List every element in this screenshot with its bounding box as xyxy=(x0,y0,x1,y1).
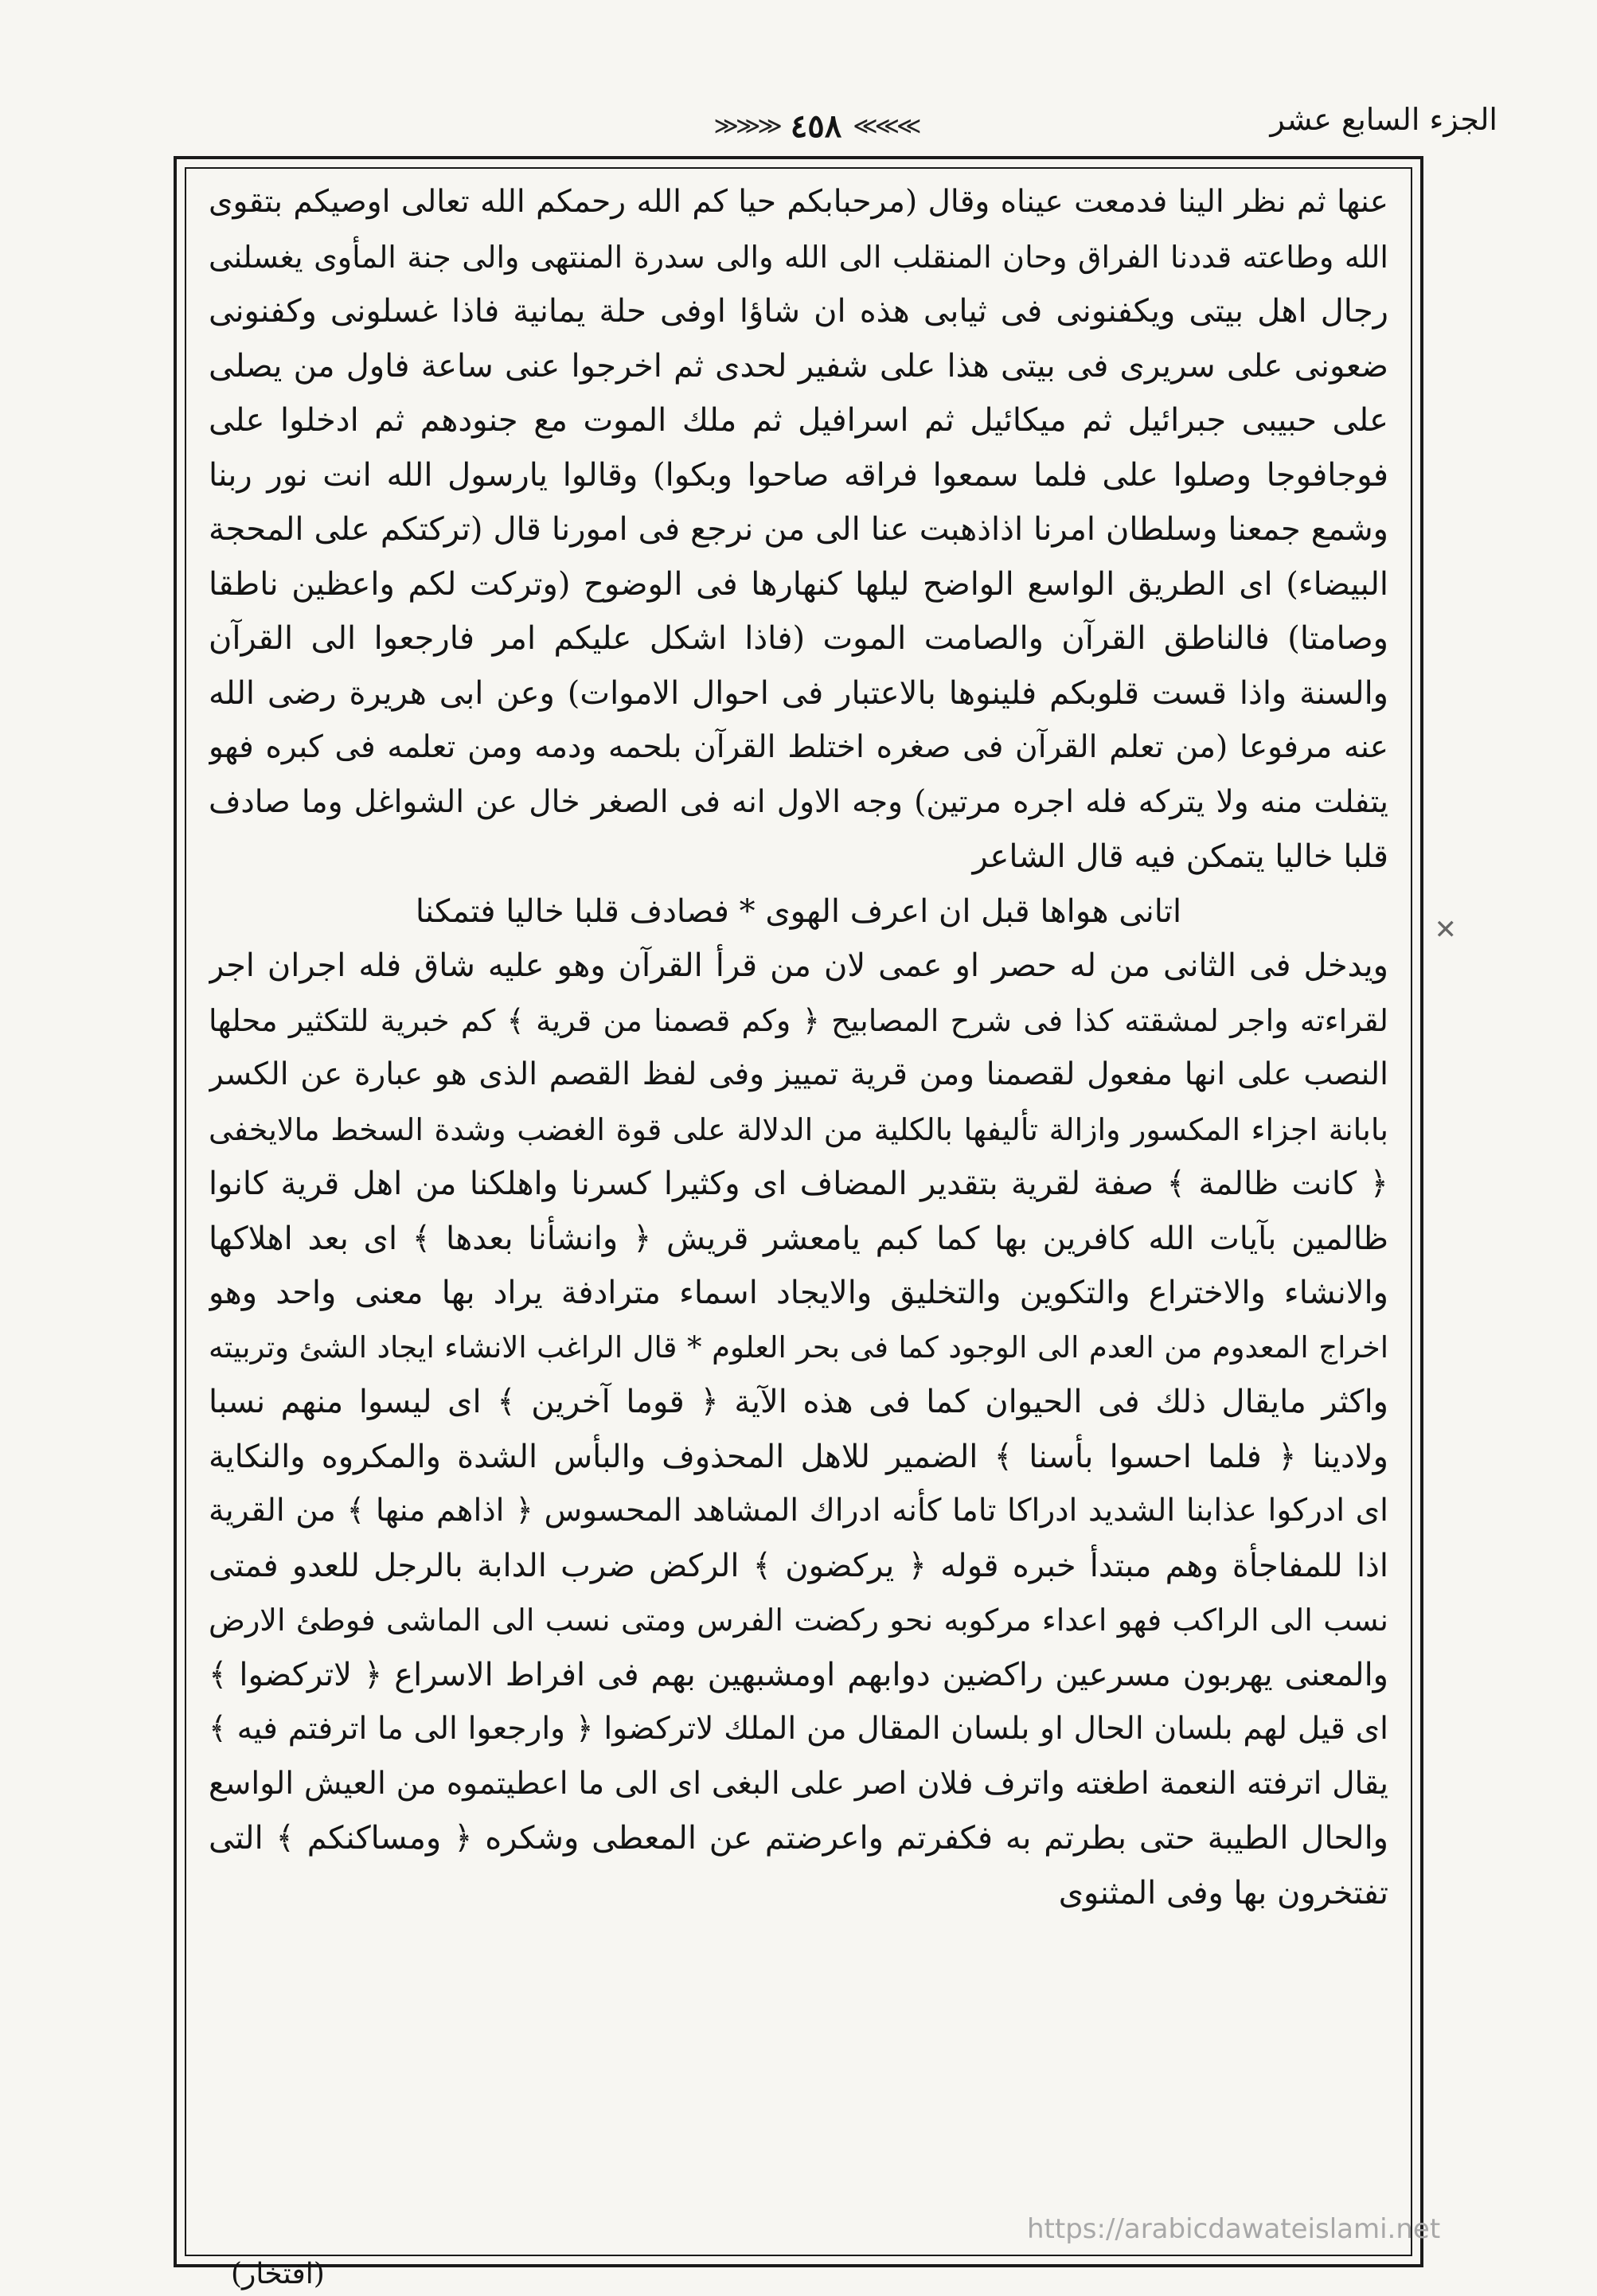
text-line: ويدخل فى الثانى من له حصر او عمى لان من قرأ القرآن وهو عليه شاق فله اجران اجر xyxy=(209,947,1388,984)
margin-mark-icon: ✕ xyxy=(1434,914,1457,946)
text-line: اى قيل لهم بلسان الحال او بلسان المقال من الملك لاتركضوا ﴿ وارجعوا الى ما اترفتم فيه ﴾ xyxy=(209,1711,1388,1747)
text-line: نسب الى الراكب فهو اعداء مركوبه نحو ركضت الفرس ومتى نسب الى الماشى فوطئ الارض xyxy=(209,1603,1388,1638)
text-line: تفتخرون بها وفى المثنوى xyxy=(1058,1874,1388,1911)
text-line: اذا للمفاجأة وهم مبتدأ خبره قوله ﴿ يركضون ﴾ الركض ضرب الدابة بالرجل للعدو فمتى xyxy=(209,1547,1388,1584)
watermark-url: https://arabicdawateislami.net xyxy=(1027,2213,1441,2245)
text-line: والمعنى يهربون مسرعين راكضين دوابهم اومشبهين بهم فى افراط الاسراع ﴿ لاتركضوا ﴾ xyxy=(209,1656,1388,1693)
text-line: بابانة اجزاء المكسور وازالة تأليفها بالكلية من الدلالة على قوة الغضب وشدة السخط مالايخفى xyxy=(209,1111,1388,1147)
page-number: ٤٥٨ xyxy=(790,107,842,145)
text-line: ظالمين بآيات الله كافرين بها كما كبم يامعشر قريش ﴿ وانشأنا بعدها ﴾ اى بعد اهلاكها xyxy=(209,1220,1388,1257)
text-line: وشمع جمعنا وسلطان امرنا اذاذهبت عنا الى من نرجع فى امورنا قال (تركتكم على المحجة xyxy=(209,511,1388,548)
text-line: ﴿ كانت ظالمة ﴾ صفة لقرية بتقدير المضاف اى وكثيرا كسرنا واهلكنا من اهل قرية كانوا xyxy=(209,1166,1388,1202)
text-line: يقال اترفته النعمة اطغته واترف فلان اصر على البغى اى الى ما اعطيتموه من العيش الواسع xyxy=(209,1765,1388,1802)
left-ornament-icon: ≫≫≫ xyxy=(713,111,779,140)
text-line: وصامتا) فالناطق القرآن والصامت الموت (فاذا اشكل عليكم امر فارجعوا الى القرآن xyxy=(209,620,1388,657)
text-line: يتفلت منه ولا يتركه فله اجره مرتين) وجه الاول انه فى الصغر خال عن الشواغل وما صادف xyxy=(209,783,1388,820)
main-text-block xyxy=(209,175,1388,1920)
text-line: والحال الطيبة حتى بطرتم به فكفرتم واعرضتم عن المعطى وشكره ﴿ ومساكنكم ﴾ التى xyxy=(209,1820,1388,1857)
poetry-verse-line: اتانى هواها قبل ان اعرف الهوى * فصادف قلبا خاليا فتمكنا xyxy=(415,892,1182,930)
text-line: عنها ثم نظر الينا فدمعت عيناه وقال (مرحبابكم حيا كم الله رحمكم الله تعالى اوصيكم بتقوى xyxy=(209,184,1388,220)
text-line: اى ادركوا عذابنا الشديد ادراكا تاما كأنه ادراك المشاهد المحسوس ﴿ اذاهم منها ﴾ من القرية xyxy=(209,1493,1388,1529)
text-line: لقراءته واجر لمشقته كذا فى شرح المصابيح ﴿ وكم قصمنا من قرية ﴾ كم خبرية للتكثير محلها xyxy=(209,1002,1388,1038)
text-line: اخراج المعدوم من العدم الى الوجود كما فى بحر العلوم * قال الراغب الانشاء ايجاد الشئ وتربيته xyxy=(209,1330,1388,1365)
text-line: ولادينا ﴿ فلما احسوا بأسنا ﴾ الضمير للاهل المحذوف والبأس الشدة والمكروه والنكاية xyxy=(209,1438,1388,1475)
page-header xyxy=(0,0,1597,159)
text-line: ضعونى على سريرى فى بيتى هذا على شفير لحدى ثم اخرجوا عنى ساعة فاول من يصلى xyxy=(209,347,1388,385)
text-line: البيضاء) اى الطريق الواسع الواضح ليلها كنهارها فى الوضوح (وتركت لكم واعظين ناطقا xyxy=(209,565,1388,603)
text-line: رجال اهل بيتى ويكفنونى فى ثيابى هذه ان شاؤا اوفى حلة يمانية فاذا غسلونى وكفنونى xyxy=(209,293,1388,330)
text-line: قلبا خاليا يتمكن فيه قال الشاعر xyxy=(972,838,1388,875)
catchword: (افتخار) xyxy=(231,2258,325,2290)
text-line: الله وطاعته قددنا الفراق وحان المنقلب الى الله والى سدرة المنتهى والى جنة المأوى يغسلنى xyxy=(209,239,1388,275)
text-line: فوجافوجا وصلوا على فلما سمعوا فراقه صاحوا وبكوا) وقالوا يارسول الله انت نور ربنا xyxy=(209,456,1388,494)
text-line: على حبيبى جبرائيل ثم ميكائيل ثم اسرافيل ثم ملك الموت مع جنودهم ثم ادخلوا على xyxy=(209,402,1388,439)
text-line: والانشاء والاختراع والتكوين والتخليق والايجاد اسماء مترادفة يراد بها معنى واحد وهو xyxy=(209,1275,1388,1311)
text-line: عنه مرفوعا (من تعلم القرآن فى صغره اختلط القرآن بلحمه ودمه ومن تعلمه فى كبره فهو xyxy=(209,729,1388,765)
volume-title: الجزء السابع عشر xyxy=(1270,102,1497,137)
right-ornament-icon: ≪≪≪ xyxy=(853,111,919,140)
text-line: النصب على انها مفعول لقصمنا ومن قرية تمييز وفى لفظ القصم الذى هو عبارة عن الكسر xyxy=(209,1056,1388,1092)
page-number-block xyxy=(685,102,947,150)
text-line: واكثر مايقال ذلك فى الحيوان كما فى هذه الآية ﴿ قوما آخرين ﴾ اى ليسوا منهم نسبا xyxy=(209,1384,1388,1420)
text-line: والسنة واذا قست قلوبكم فلينوها بالاعتبار فى احوال الاموات) وعن ابى هريرة رضى الله xyxy=(209,674,1388,712)
